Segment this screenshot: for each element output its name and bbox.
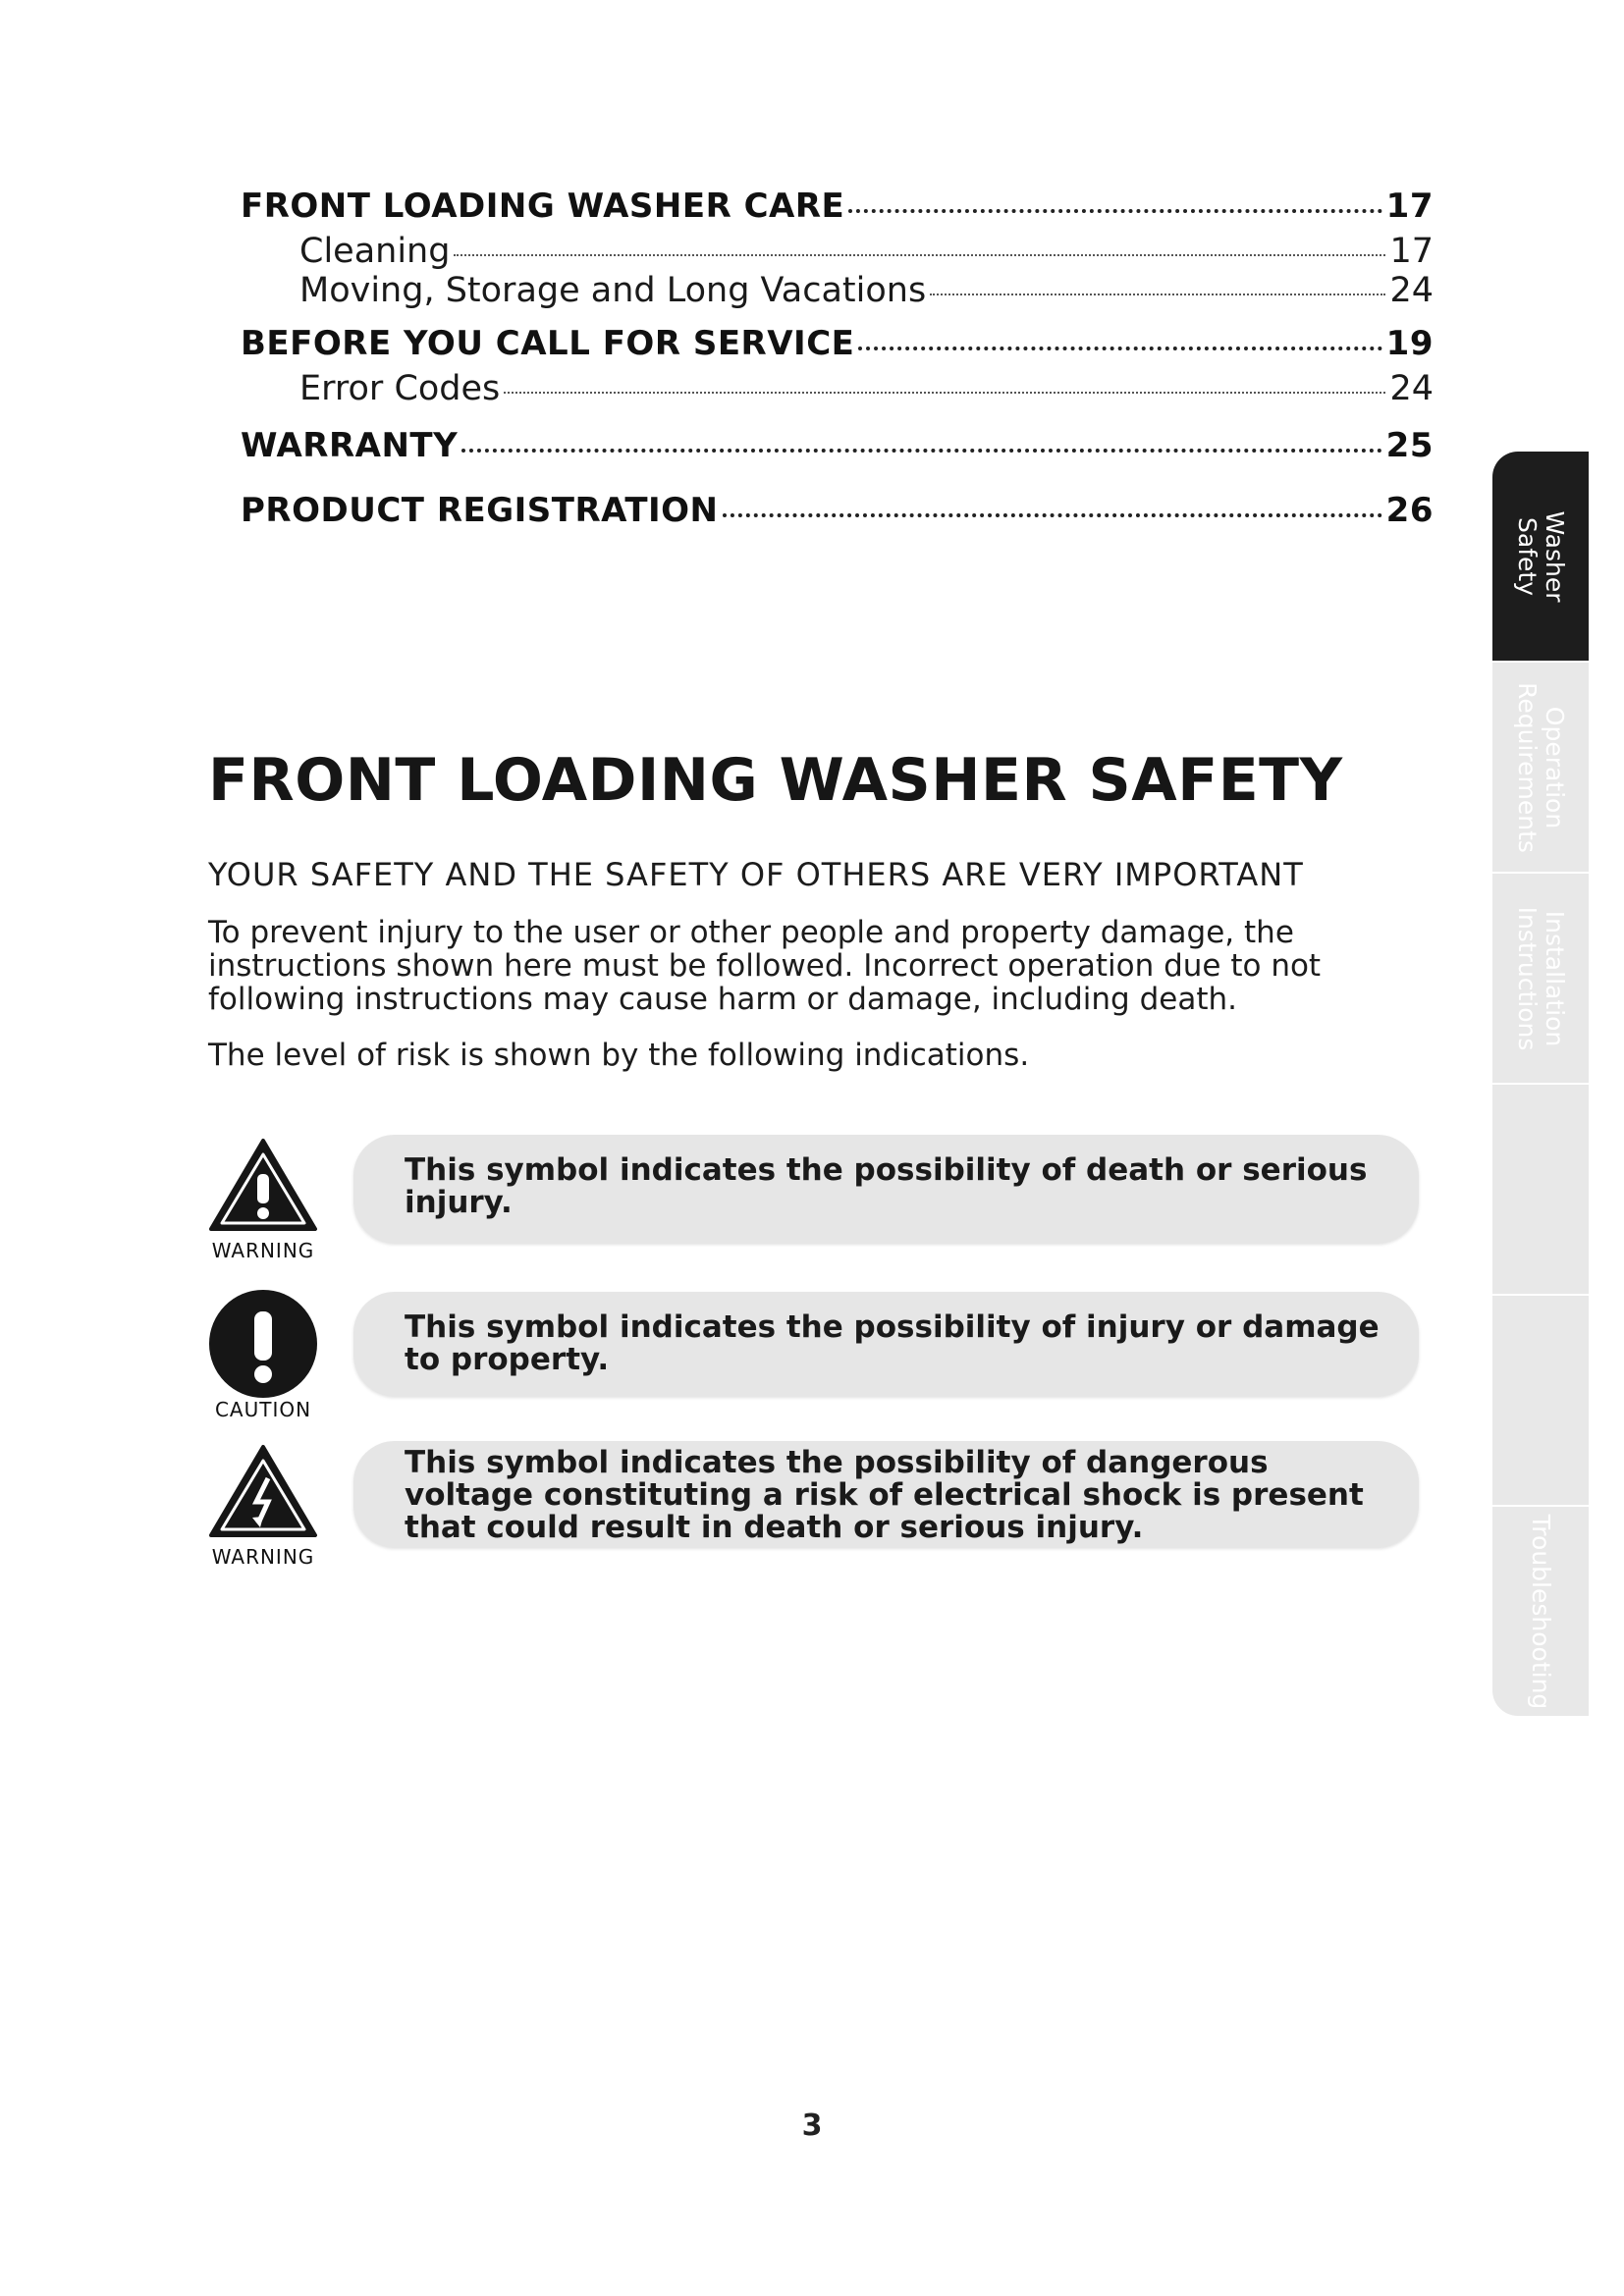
symbol-caption: WARNING	[211, 1239, 315, 1262]
toc-entry-page: 24	[1389, 271, 1434, 310]
toc-entry-error-codes[interactable]	[241, 369, 1434, 408]
toc-entry-page: 17	[1385, 187, 1434, 226]
symbol-caption: CAUTION	[214, 1398, 312, 1421]
toc-entry-label: PRODUCT REGISTRATION	[241, 491, 719, 530]
tab-troubleshooting[interactable]	[1492, 1507, 1589, 1716]
section-tabs	[1492, 452, 1589, 1718]
toc-entry-washer-care[interactable]	[241, 187, 1434, 226]
warning-triangle-icon	[207, 1137, 319, 1233]
intro-paragraph: To prevent injury to the user or other people and property damage, the instructions shown here must be followed. Incorrect operation due to not following instructions may cause harm or damage, including death.	[208, 915, 1322, 1017]
section-subtitle: YOUR SAFETY AND THE SAFETY OF OTHERS ARE VERY IMPORTANT	[208, 856, 1304, 893]
toc-entry-moving-storage[interactable]	[241, 271, 1434, 310]
toc-leader-dots	[454, 254, 1385, 256]
toc-leader-dots	[848, 209, 1381, 213]
toc-entry-label: Error Codes	[299, 369, 501, 408]
toc-entry-page: 19	[1385, 324, 1434, 363]
warning-symbol	[204, 1137, 322, 1262]
risk-description-box	[353, 1292, 1419, 1396]
tab-installation-instructions[interactable]	[1492, 874, 1589, 1083]
toc-entry-label: Moving, Storage and Long Vacations	[299, 271, 927, 310]
tab-operation-requirements[interactable]	[1492, 663, 1589, 872]
toc-entry-label: WARRANTY	[241, 426, 459, 465]
risk-description: This symbol indicates the possibility of dangerous voltage constituting a risk of electrical shock is present that could result in death or serious injury.	[405, 1445, 1364, 1545]
toc-entry-page: 25	[1385, 426, 1434, 465]
toc-entry-page: 26	[1385, 491, 1434, 530]
toc-entry-page: 17	[1389, 232, 1434, 271]
risk-description: This symbol indicates the possibility of death or serious injury.	[405, 1152, 1368, 1220]
toc-leader-dots	[858, 347, 1381, 350]
tab-label: Troubleshooting	[1527, 1514, 1555, 1709]
tab-blank-2[interactable]	[1492, 1296, 1589, 1505]
symbol-caption: WARNING	[211, 1545, 315, 1569]
table-of-contents	[241, 187, 1434, 530]
risk-description-box	[353, 1441, 1419, 1547]
toc-leader-dots	[504, 392, 1385, 394]
toc-entry-label: BEFORE YOU CALL FOR SERVICE	[241, 324, 855, 363]
shock-warning-symbol	[204, 1443, 322, 1569]
toc-entry-page: 24	[1389, 369, 1434, 408]
tab-label: Operation Requirements	[1513, 681, 1569, 853]
toc-leader-dots	[930, 294, 1385, 295]
risk-description: This symbol indicates the possibility of injury or damage to property.	[405, 1309, 1380, 1377]
toc-entry-label: FRONT LOADING WASHER CARE	[241, 187, 845, 226]
risk-level-paragraph: The level of risk is shown by the following indications.	[208, 1038, 1030, 1073]
electric-shock-warning-icon	[207, 1443, 319, 1539]
risk-description-box	[353, 1135, 1419, 1243]
toc-entry-cleaning[interactable]	[241, 232, 1434, 271]
toc-entry-label: Cleaning	[299, 232, 451, 271]
toc-leader-dots	[461, 449, 1381, 453]
toc-entry-product-registration[interactable]	[241, 491, 1434, 530]
tab-label: Washer Safety	[1513, 510, 1569, 602]
page-number: 3	[801, 2109, 823, 2143]
caution-circle-icon	[207, 1288, 319, 1400]
tab-washer-safety[interactable]	[1492, 452, 1589, 661]
tab-label: Installation Instructions	[1513, 906, 1569, 1050]
section-title: FRONT LOADING WASHER SAFETY	[208, 746, 1343, 815]
caution-symbol	[204, 1288, 322, 1421]
toc-entry-before-service[interactable]	[241, 324, 1434, 363]
tab-blank-1[interactable]	[1492, 1085, 1589, 1294]
toc-leader-dots	[723, 513, 1382, 517]
toc-entry-warranty[interactable]	[241, 426, 1434, 465]
